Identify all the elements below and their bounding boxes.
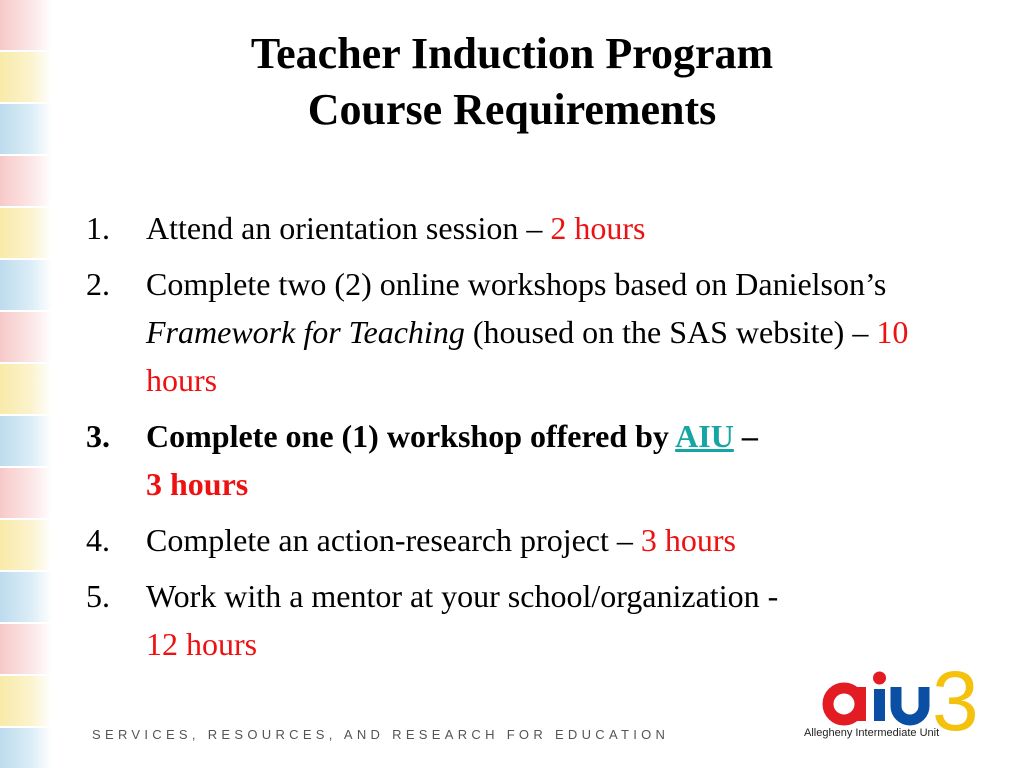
item-number: 4.	[86, 522, 110, 558]
requirements-list	[86, 204, 966, 676]
item-italic-title: Framework for Teaching	[146, 314, 465, 350]
decorative-side-stripe	[0, 0, 52, 768]
item-text: Work with a mentor at your school/organization -	[146, 578, 779, 614]
aiu-link[interactable]: AIU	[675, 418, 734, 454]
logo-caption: Allegheny Intermediate Unit	[804, 727, 940, 739]
aiu3-logo	[800, 660, 980, 760]
item-dash: –	[733, 418, 758, 454]
logo-letter-a-stem	[855, 687, 866, 721]
list-item	[86, 572, 966, 668]
item-text: Complete two (2) online workshops based on Danielson’s	[146, 266, 887, 302]
slide-title	[60, 26, 964, 138]
item-text: Attend an orientation session –	[146, 210, 551, 246]
title-line-1: Teacher Induction Program	[250, 29, 774, 78]
list-item	[86, 204, 966, 252]
item-hours: 2 hours	[550, 210, 646, 246]
title-line-2: Course Requirements	[307, 85, 717, 134]
item-hours: 3 hours	[640, 522, 736, 558]
item-text-after: (housed on the SAS website) –	[464, 314, 877, 350]
logo-letter-i-stem	[874, 689, 885, 721]
item-number: 5.	[86, 578, 110, 614]
logo-letter-i-dot	[873, 672, 886, 685]
footer-tagline: SERVICES, RESOURCES, AND RESEARCH FOR EDUCATION	[92, 727, 670, 742]
logo-numeral: 3	[932, 660, 979, 748]
list-item	[86, 260, 966, 404]
item-hours: 10 hours	[146, 314, 909, 398]
list-item	[86, 412, 966, 508]
item-number: 1.	[86, 210, 110, 246]
item-hours: 12 hours	[146, 626, 258, 662]
list-item	[86, 516, 966, 564]
item-text: Complete an action-research project –	[146, 522, 641, 558]
item-number: 3.	[86, 418, 110, 454]
item-hours: 3 hours	[146, 466, 249, 502]
item-text: Complete one (1) workshop offered by	[146, 418, 676, 454]
item-number: 2.	[86, 266, 110, 302]
logo-letter-u	[896, 687, 924, 720]
